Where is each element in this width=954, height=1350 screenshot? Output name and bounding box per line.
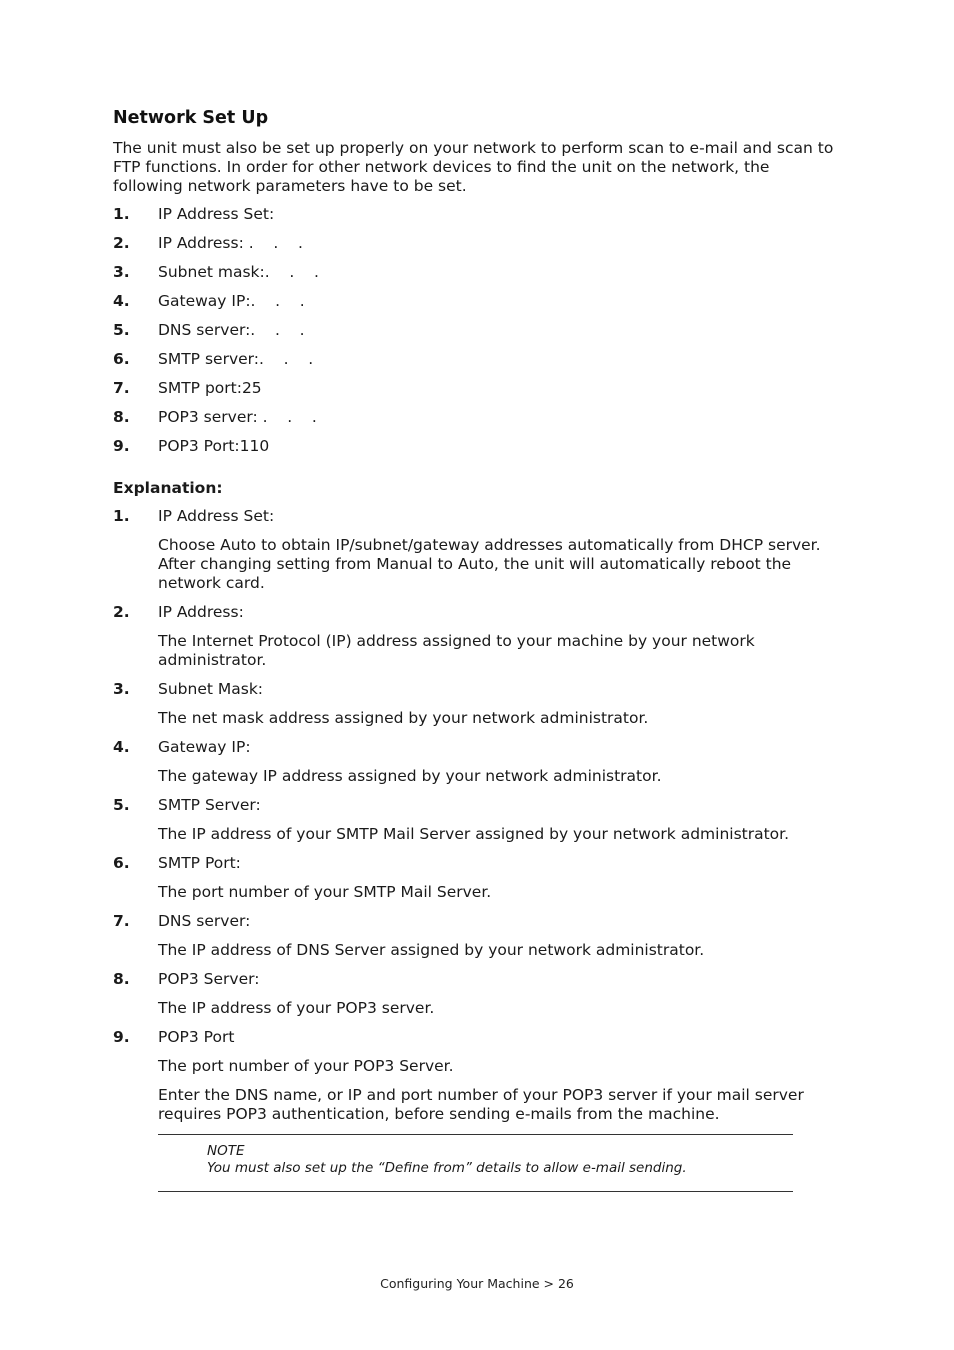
list-item — [113, 321, 843, 340]
item-label: IP Address Set: — [158, 205, 275, 223]
item-label: DNS server: — [158, 912, 251, 930]
list-item — [113, 796, 843, 815]
item-number: 7. — [113, 379, 130, 397]
item-description-extra: Enter the DNS name, or IP and port number of your POP3 server if your mail server requires POP3 authentication, before sending e-mails from the machine. — [158, 1086, 804, 1123]
item-description: The IP address of DNS Server assigned by your network administrator. — [158, 941, 705, 959]
item-number: 3. — [113, 263, 130, 281]
explanation-list — [113, 507, 843, 1124]
list-item — [113, 1028, 843, 1047]
list-item — [113, 854, 843, 873]
item-number: 9. — [113, 437, 130, 455]
item-number: 2. — [113, 603, 130, 621]
item-label: SMTP Port: — [158, 854, 241, 872]
note-text: You must also set up the “Define from” details to allow e-mail sending. — [207, 1160, 687, 1176]
item-description: The net mask address assigned by your network administrator. — [158, 709, 649, 727]
list-item — [113, 603, 843, 622]
item-label: POP3 Server: — [158, 970, 260, 988]
list-item — [113, 738, 843, 757]
list-item — [113, 379, 843, 398]
explanation-heading: Explanation: — [113, 479, 223, 497]
item-label: SMTP port:25 — [158, 379, 262, 397]
item-number: 5. — [113, 796, 130, 814]
item-label: POP3 server: . . . — [158, 408, 317, 426]
item-label: IP Address: . . . — [158, 234, 303, 252]
intro-paragraph: The unit must also be set up properly on your network to perform scan to e-mail and scan to FTP functions. In order for other network devices to find the unit on the network, the following network parameters have to be set. — [113, 139, 834, 195]
item-label: IP Address Set: — [158, 507, 275, 525]
item-label: Gateway IP: — [158, 738, 251, 756]
list-item — [113, 205, 843, 224]
item-description: The Internet Protocol (IP) address assigned to your machine by your network administrator. — [158, 632, 755, 669]
list-item — [113, 408, 843, 427]
item-description: The IP address of your SMTP Mail Server assigned by your network administrator. — [158, 825, 790, 843]
item-number: 2. — [113, 234, 130, 252]
list-item — [113, 680, 843, 699]
note-title: NOTE — [207, 1143, 245, 1159]
list-item — [113, 507, 843, 526]
item-label: POP3 Port:110 — [158, 437, 270, 455]
item-label: Subnet Mask: — [158, 680, 264, 698]
item-number: 7. — [113, 912, 130, 930]
item-label: DNS server:. . . — [158, 321, 305, 339]
item-label: SMTP Server: — [158, 796, 261, 814]
list-item — [113, 263, 843, 282]
item-label: IP Address: — [158, 603, 244, 621]
item-number: 1. — [113, 507, 130, 525]
item-label: POP3 Port — [158, 1028, 235, 1046]
item-label: SMTP server:. . . — [158, 350, 314, 368]
document-body — [113, 106, 843, 1192]
list-item — [113, 350, 843, 369]
item-description: The gateway IP address assigned by your network administrator. — [158, 767, 662, 785]
list-item — [113, 970, 843, 989]
item-number: 3. — [113, 680, 130, 698]
item-number: 4. — [113, 738, 130, 756]
list-item — [113, 912, 843, 931]
note-box — [158, 1134, 793, 1192]
item-number: 8. — [113, 970, 130, 988]
item-description: The port number of your POP3 Server. — [158, 1057, 454, 1075]
item-description: The IP address of your POP3 server. — [158, 999, 435, 1017]
section-title: Network Set Up — [113, 108, 269, 128]
item-number: 4. — [113, 292, 130, 310]
item-number: 1. — [113, 205, 130, 223]
list-item — [113, 234, 843, 253]
item-number: 5. — [113, 321, 130, 339]
list-item — [113, 437, 843, 456]
item-number: 8. — [113, 408, 130, 426]
item-number: 6. — [113, 854, 130, 872]
item-label: Gateway IP:. . . — [158, 292, 305, 310]
page-footer: Configuring Your Machine > 26 — [380, 1276, 574, 1291]
item-number: 9. — [113, 1028, 130, 1046]
item-description: Choose Auto to obtain IP/subnet/gateway addresses automatically from DHCP server. After changing setting from Manual to Auto, the unit will automatically reboot the network card. — [158, 536, 821, 592]
item-number: 6. — [113, 350, 130, 368]
item-description: The port number of your SMTP Mail Server. — [158, 883, 492, 901]
list-item — [113, 292, 843, 311]
parameter-list — [113, 205, 843, 456]
item-label: Subnet mask:. . . — [158, 263, 319, 281]
